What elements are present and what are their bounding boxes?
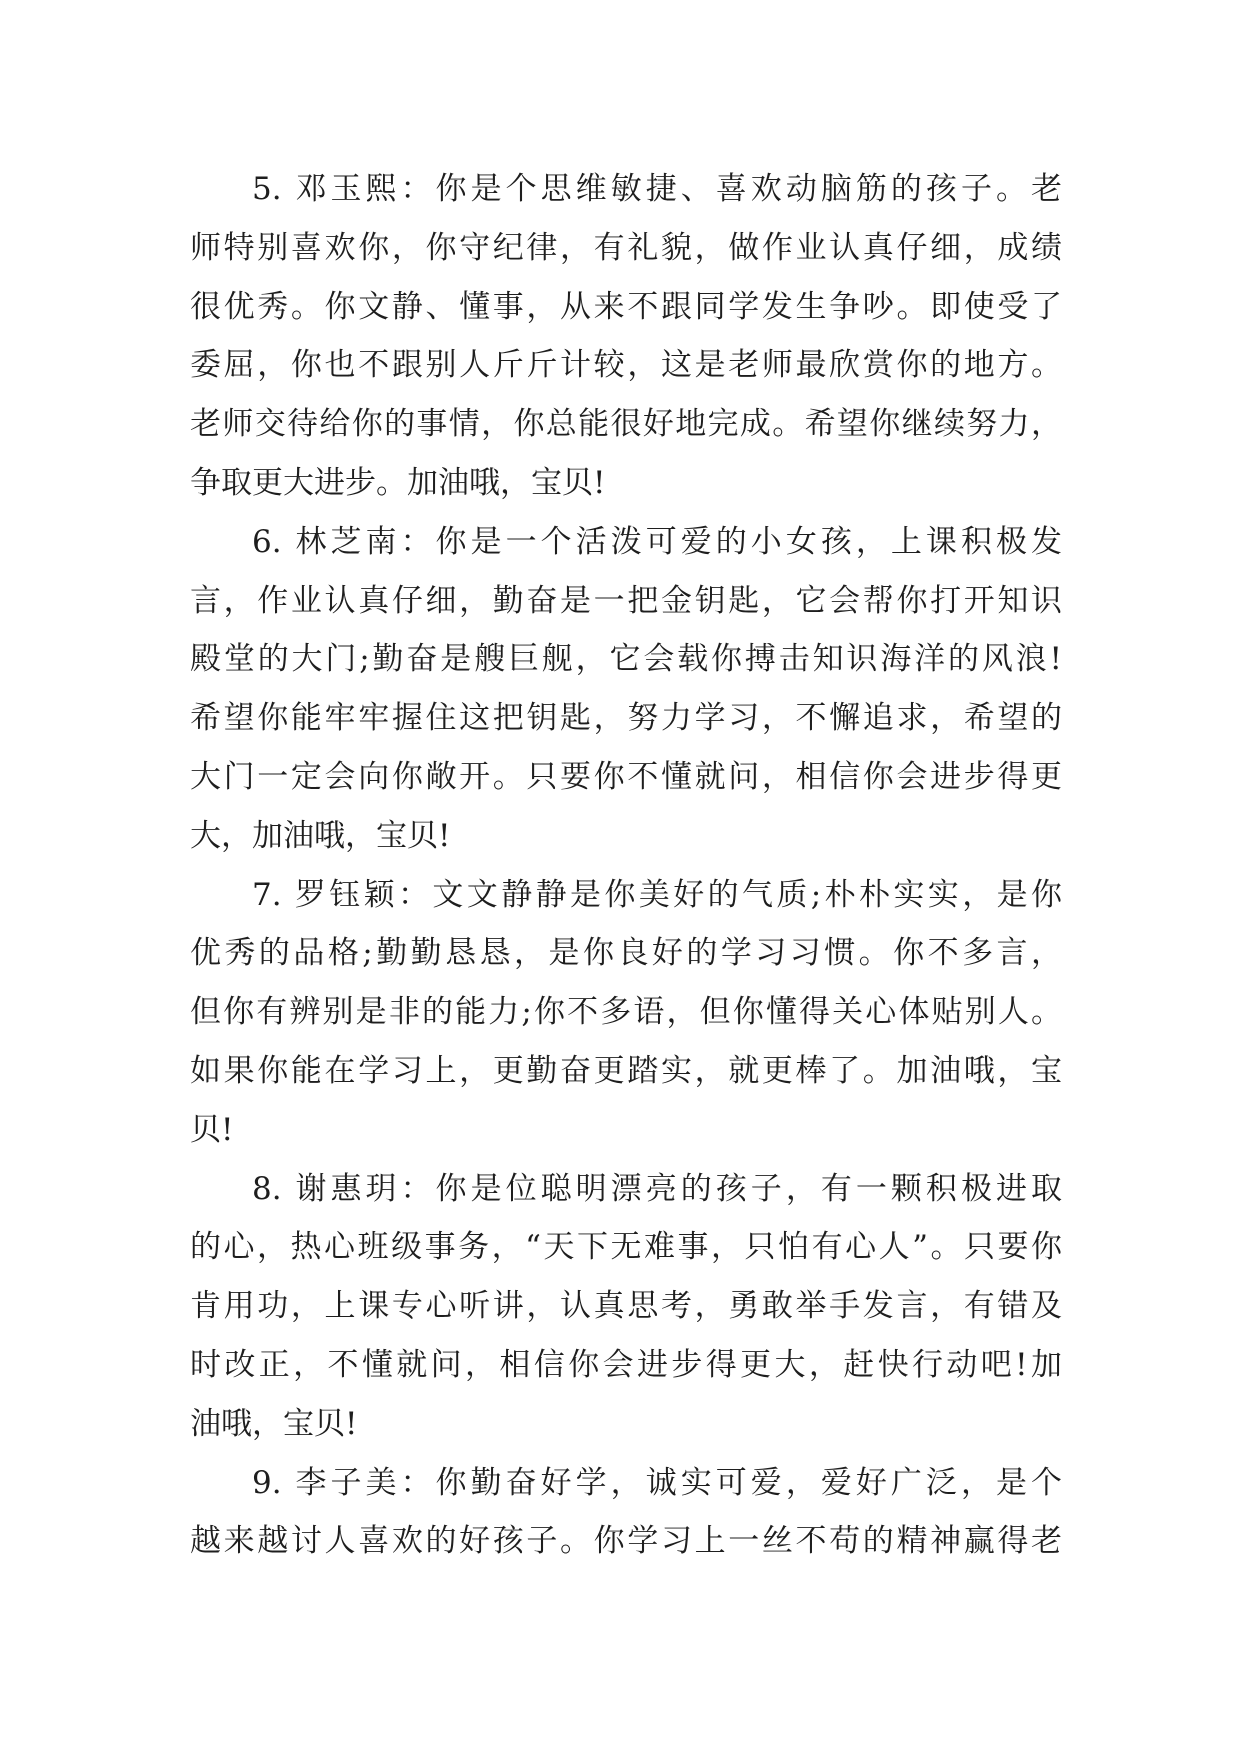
paragraph-6-line-2: 言，作业认真仔细，勤奋是一把金钥匙，它会帮你打开知识 [190, 582, 1062, 619]
paragraph-9-line-1: 9. 李子美：你勤奋好学，诚实可爱，爱好广泛，是个 [252, 1464, 1062, 1501]
paragraph-6-line-6: 大，加油哦，宝贝! [190, 817, 451, 854]
paragraph-8-line-4: 时改正，不懂就问，相信你会进步得更大，赶快行动吧!加 [190, 1346, 1062, 1383]
paragraph-6-line-3: 殿堂的大门;勤奋是艘巨舰，它会载你搏击知识海洋的风浪! [190, 641, 1062, 678]
paragraph-8-line-1: 8. 谢惠玥：你是位聪明漂亮的孩子，有一颗积极进取 [252, 1170, 1062, 1207]
paragraph-5-line-6: 争取更大进步。加油哦，宝贝! [190, 464, 606, 501]
paragraph-6-line-5: 大门一定会向你敞开。只要你不懂就问，相信你会进步得更 [190, 758, 1062, 795]
document-body [190, 160, 1062, 1571]
paragraph-8-line-3: 肯用功，上课专心听讲，认真思考，勇敢举手发言，有错及 [190, 1288, 1062, 1325]
paragraph-7-line-4: 如果你能在学习上，更勤奋更踏实，就更棒了。加油哦，宝 [190, 1052, 1062, 1089]
paragraph-7-line-5: 贝! [190, 1111, 234, 1148]
paragraph-5-line-2: 师特别喜欢你，你守纪律，有礼貌，做作业认真仔细，成绩 [190, 229, 1062, 266]
paragraph-5-line-5: 老师交待给你的事情，你总能很好地完成。希望你继续努力， [190, 406, 1062, 443]
paragraph-5-line-3: 很优秀。你文静、懂事，从来不跟同学发生争吵。即使受了 [190, 288, 1062, 325]
paragraph-9-line-2: 越来越讨人喜欢的好孩子。你学习上一丝不苟的精神赢得老 [190, 1523, 1062, 1560]
paragraph-7-line-2: 优秀的品格;勤勤恳恳，是你良好的学习习惯。你不多言， [190, 935, 1062, 972]
paragraph-8-line-2: 的心，热心班级事务，“天下无难事，只怕有心人”。只要你 [190, 1229, 1062, 1266]
paragraph-6-line-4: 希望你能牢牢握住这把钥匙，努力学习，不懈追求，希望的 [190, 700, 1062, 737]
paragraph-5-line-1: 5. 邓玉熙：你是个思维敏捷、喜欢动脑筋的孩子。老 [252, 171, 1062, 207]
paragraph-7-line-1: 7. 罗钰颖：文文静静是你美好的气质;朴朴实实，是你 [252, 876, 1062, 913]
paragraph-5-line-4: 委屈，你也不跟别人斤斤计较，这是老师最欣赏你的地方。 [190, 347, 1062, 384]
paragraph-6-line-1: 6. 林芝南：你是一个活泼可爱的小女孩，上课积极发 [252, 523, 1062, 560]
paragraph-7-line-3: 但你有辨别是非的能力;你不多语，但你懂得关心体贴别人。 [190, 994, 1062, 1031]
paragraph-8-line-5: 油哦，宝贝! [190, 1405, 358, 1442]
